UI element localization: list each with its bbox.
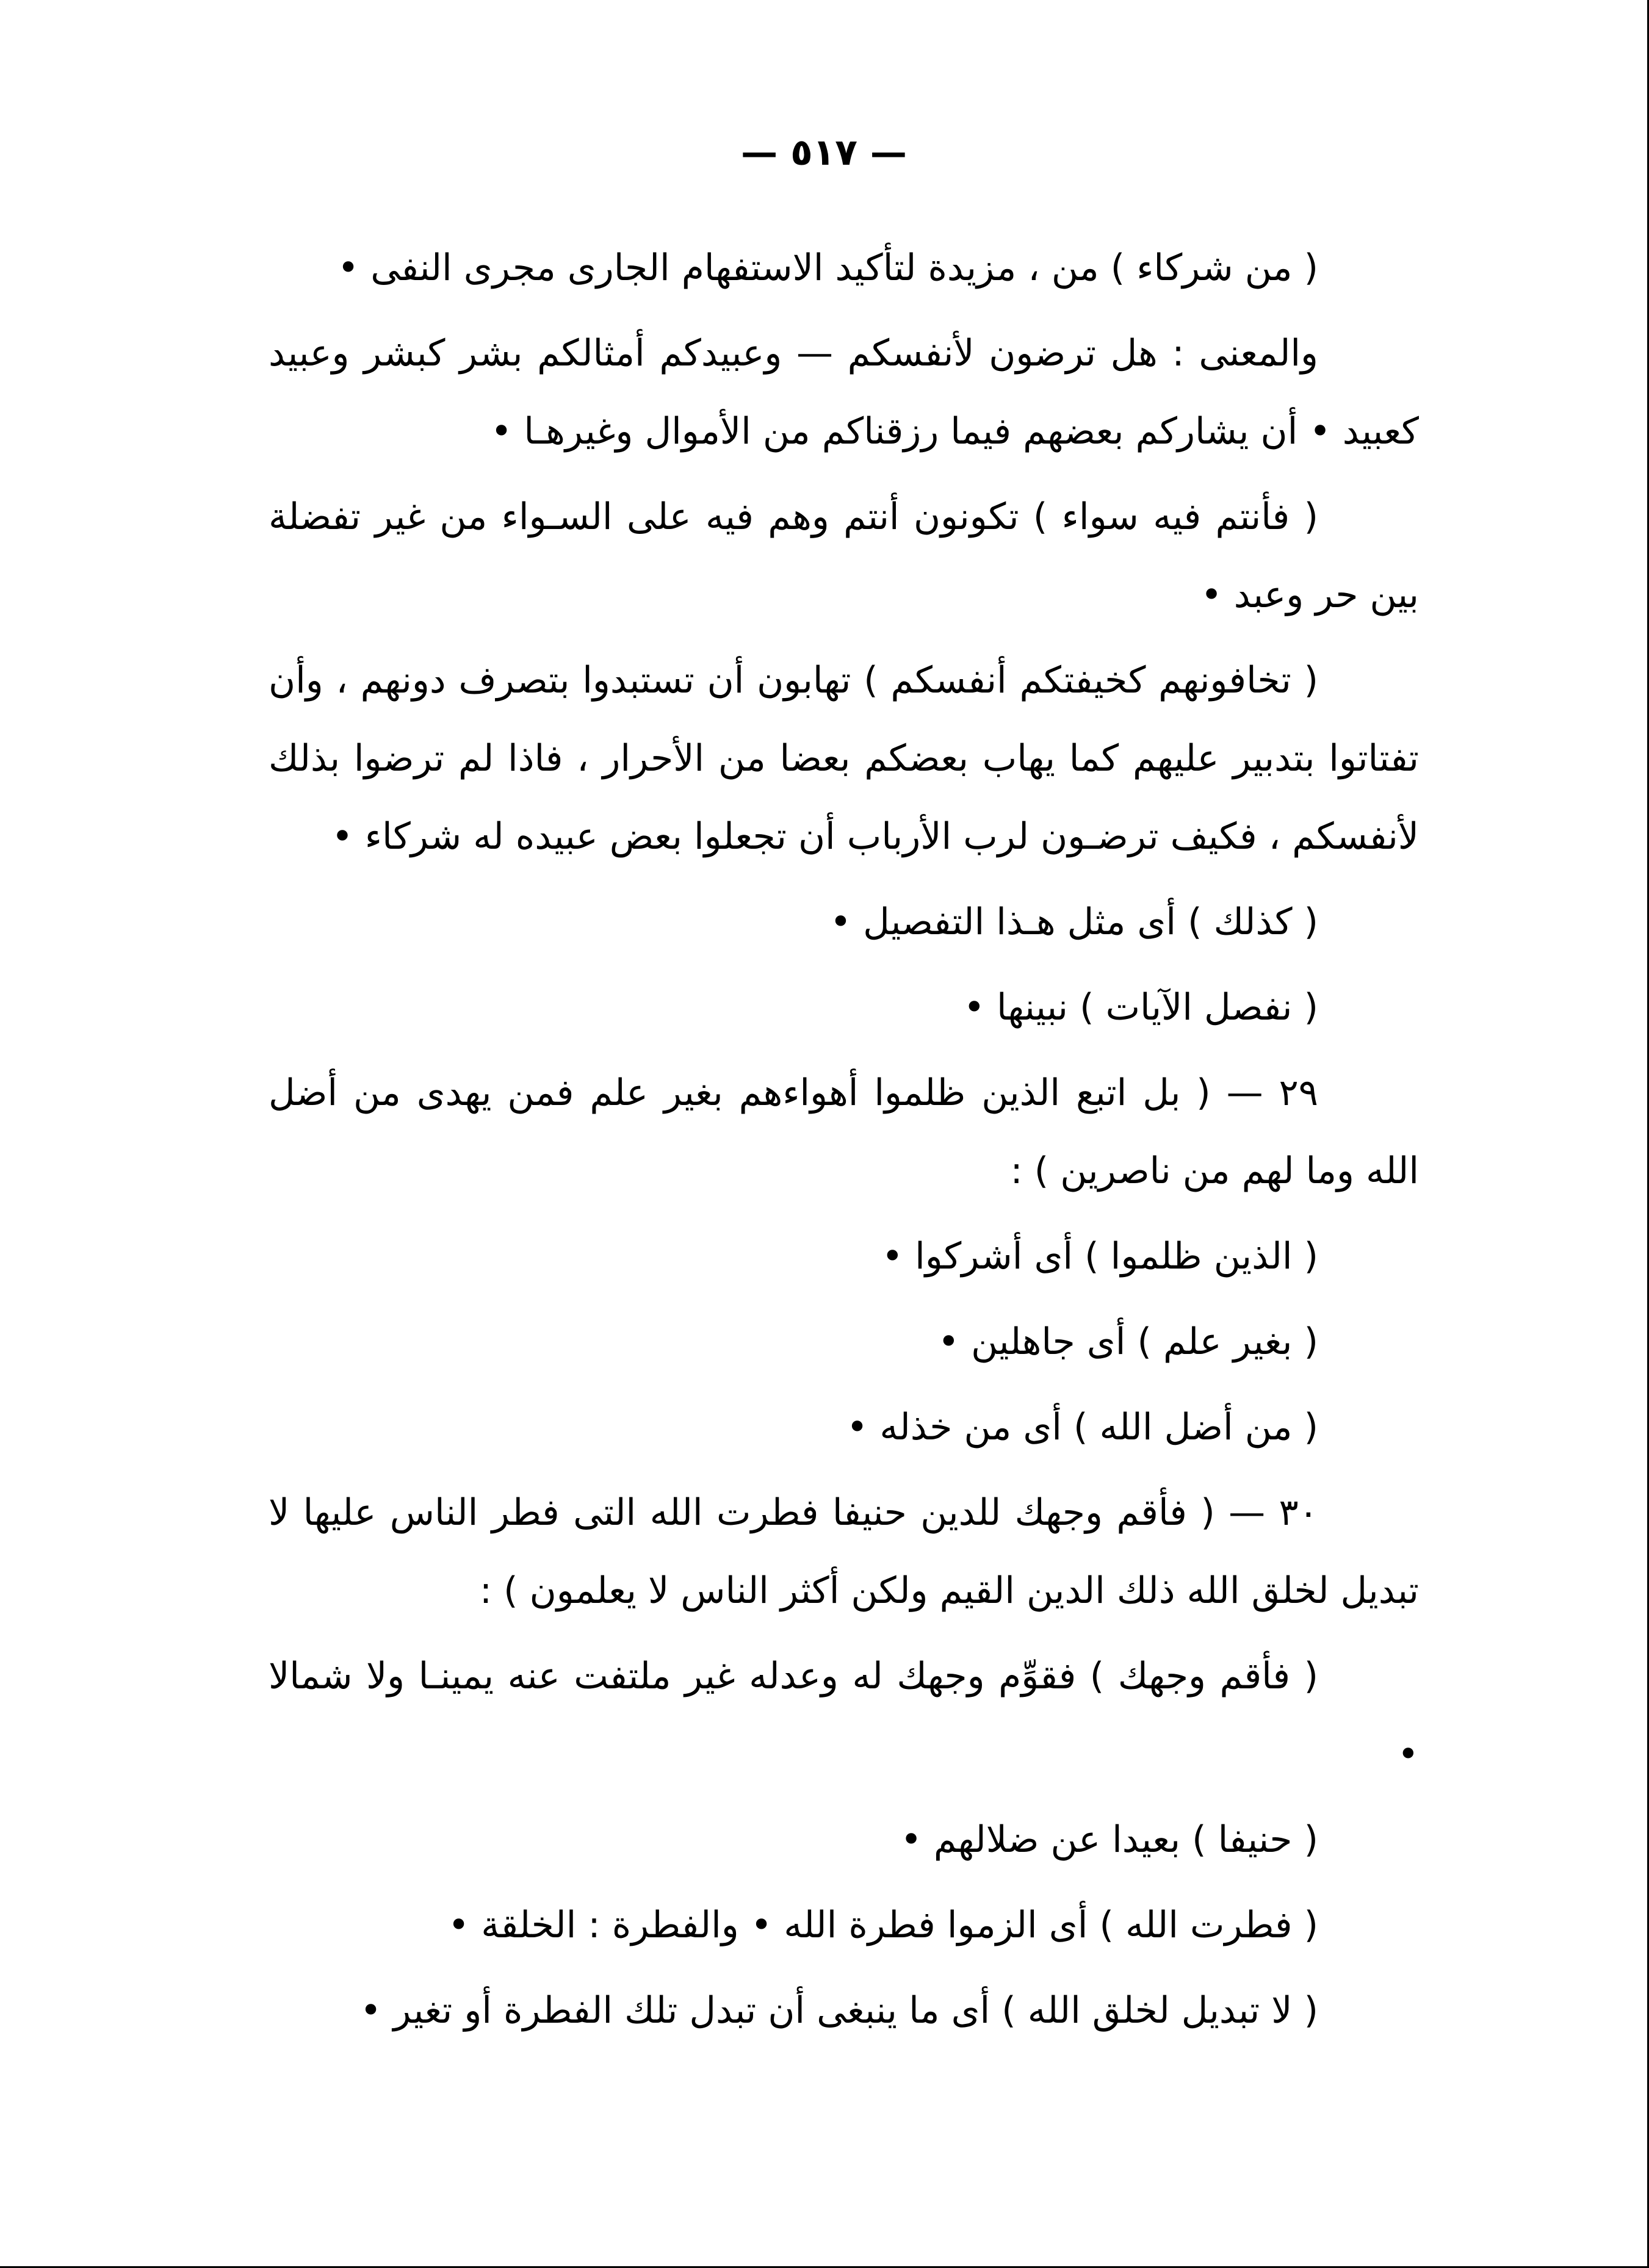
verse-paragraph: ٣٠ — ( فأقم وجهك للدين حنيفا فطرت الله التى فطر الناس عليها لا تبديل لخلق الله ذلك الدين القيم ولكن أكثر الناس لا يعلمون ) : <box>269 1491 1419 1612</box>
paragraph: ( تخافونهم كخيفتكم أنفسكم ) تهابون أن تستبدوا بتصرف دونهم ، وأن تفتاتوا بتدبير عليهم كما يهاب بعضكم بعضا من الأحرار ، فاذا لم ترضوا بذلك لأنفسكم ، فكيف ترضـون لرب الأرباب أن تجعلوا بعض عبيده له شركاء • <box>269 659 1419 858</box>
paragraph: ( لا تبديل لخلق الله ) أى ما ينبغى أن تبدل تلك الفطرة أو تغير • <box>359 1989 1318 2032</box>
body-text <box>269 229 1419 2057</box>
paragraph: ( بغير علم ) أى جاهلين • <box>937 1320 1318 1363</box>
paragraph: ( فطرت الله ) أى الزموا فطرة الله • والفطرة : الخلقة • <box>447 1904 1318 1946</box>
paragraph: ( من شركاء ) من ، مزيدة لتأكيد الاستفهام الجارى مجرى النفى • <box>337 247 1318 289</box>
paragraph: ( فأنتم فيه سواء ) تكونون أنتم وهم فيه على السـواء من غير تفضلة بين حر وعبد • <box>269 495 1419 616</box>
paragraph: ( من أضل الله ) أى من خذله • <box>846 1406 1318 1449</box>
page-number: — ٥١٧ — <box>741 131 907 174</box>
paragraph: ( كذلك ) أى مثل هـذا التفصيل • <box>829 901 1318 943</box>
paragraph: ( حنيفا ) بعيدا عن ضلالهم • <box>900 1818 1318 1861</box>
paragraph: ( فأقم وجهك ) فقوِّم وجهك له وعدله غير ملتفت عنه يمينـا ولا شمالا • <box>269 1655 1419 1776</box>
verse-paragraph: ٢٩ — ( بل اتبع الذين ظلموا أهواءهم بغير علم فمن يهدى من أضل الله وما لهم من ناصرين ) : <box>269 1071 1419 1192</box>
paragraph: والمعنى : هل ترضون لأنفسكم — وعبيدكم أمثالكم بشر كبشر وعبيد كعبيد • أن يشاركم بعضهم فيما رزقناكم من الأموال وغيرهـا • <box>269 332 1419 453</box>
paragraph: ( الذين ظلموا ) أى أشركوا • <box>881 1235 1318 1278</box>
paragraph: ( نفصل الآيات ) نبينها • <box>963 986 1318 1029</box>
